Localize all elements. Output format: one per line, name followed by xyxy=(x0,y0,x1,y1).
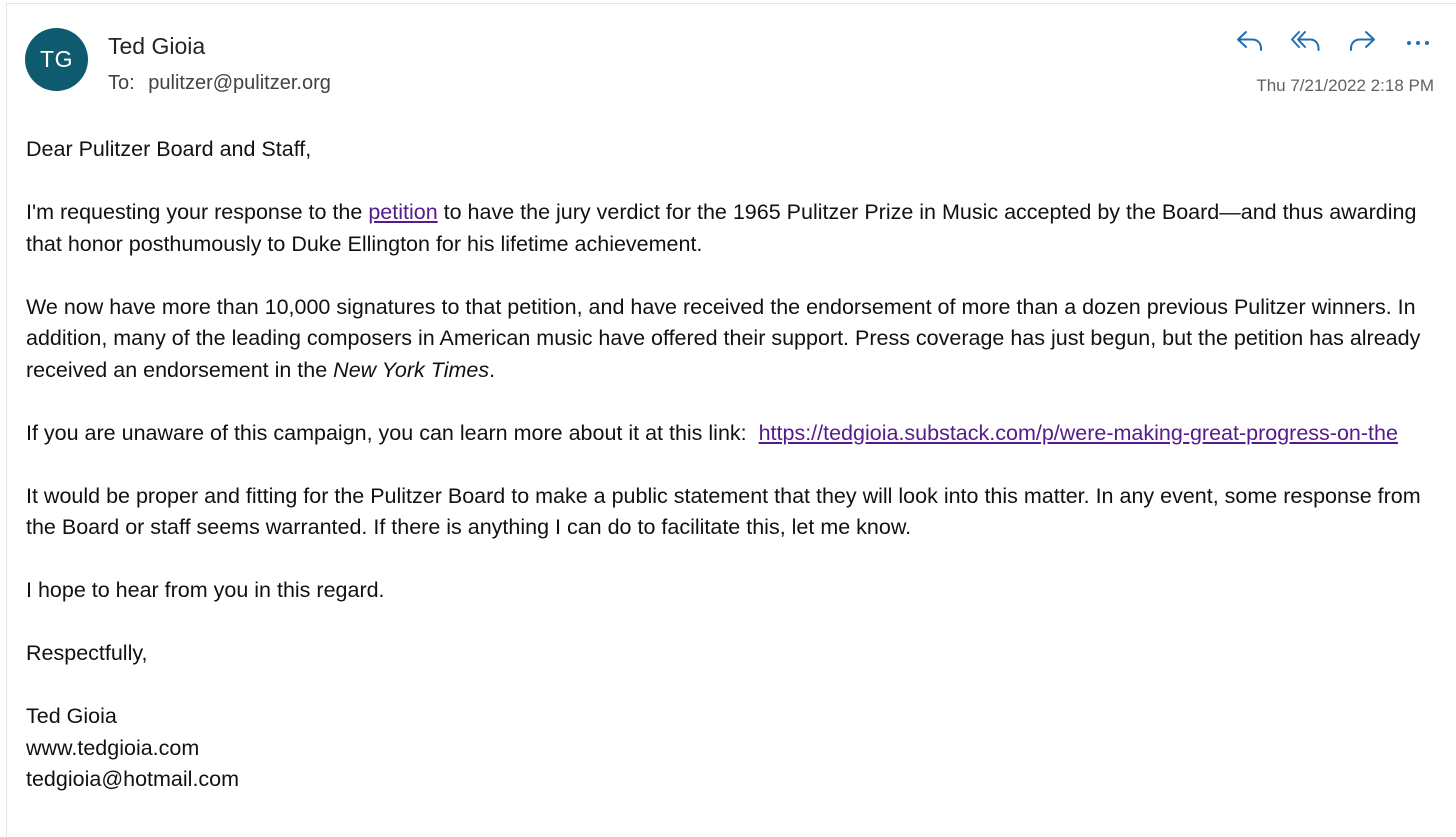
paragraph-statement: It would be proper and fitting for the Pulitzer Board to make a public statement that they will look into this matter. In any event, some response from the Board or staff seems warranted. If there is anything I can do to facilitate this, let me know. xyxy=(26,483,1421,539)
forward-button[interactable] xyxy=(1342,24,1382,58)
reply-all-icon xyxy=(1290,28,1322,54)
paragraph-text: . xyxy=(489,357,496,382)
signature-name: Ted Gioia xyxy=(26,704,117,728)
signature-website: www.tedgioia.com xyxy=(26,735,200,760)
more-icon xyxy=(1405,28,1431,54)
greeting: Dear Pulitzer Board and Staff, xyxy=(26,137,312,161)
avatar[interactable]: TG xyxy=(25,28,88,91)
recipient-line xyxy=(108,72,331,95)
publication-name: New York Times xyxy=(333,357,490,382)
message-actions xyxy=(1230,24,1438,58)
paragraph-text: I'm requesting your response to the xyxy=(26,200,369,224)
reply-button[interactable] xyxy=(1230,24,1270,58)
more-options-button[interactable] xyxy=(1398,24,1438,58)
closing: Respectfully, xyxy=(26,641,148,665)
paragraph-text: If you are unaware of this campaign, you can learn more about it at this link: xyxy=(26,420,759,445)
sender-name[interactable]: Ted Gioia xyxy=(108,33,206,59)
paragraph-text: to have the jury verdict for the 1965 Pulitzer Prize in Music accepted by the Board—and thus awarding that honor posthumously to Duke Ellington for his lifetime achievement. xyxy=(26,200,1417,256)
substack-link[interactable]: https://tedgioia.substack.com/p/were-making-great-progress-on-the xyxy=(758,420,1398,445)
reply-all-button[interactable] xyxy=(1286,24,1326,58)
message-body xyxy=(26,134,1438,796)
recipient-address[interactable]: pulitzer@pulitzer.org xyxy=(148,72,331,94)
paragraph-text: We now have more than 10,000 signatures to that petition, and have received the endorsement of more than a dozen previous Pulitzer winners. In addition, many of the leading composers in American music have offered their support. Press coverage has just begun, but the petition has already received an endorsement in the xyxy=(26,294,1421,382)
forward-icon xyxy=(1347,28,1377,54)
paragraph-link xyxy=(26,418,1438,450)
sent-timestamp: Thu 7/21/2022 2:18 PM xyxy=(1256,76,1434,95)
signature-block xyxy=(26,701,1438,796)
paragraph-signatures xyxy=(26,292,1438,387)
signature-email: tedgioia@hotmail.com xyxy=(26,767,240,791)
to-label: To: xyxy=(108,72,135,94)
petition-link[interactable]: petition xyxy=(368,200,438,224)
paragraph-request xyxy=(26,197,1438,260)
paragraph-hope: I hope to hear from you in this regard. xyxy=(26,578,385,602)
reply-icon xyxy=(1235,28,1265,54)
